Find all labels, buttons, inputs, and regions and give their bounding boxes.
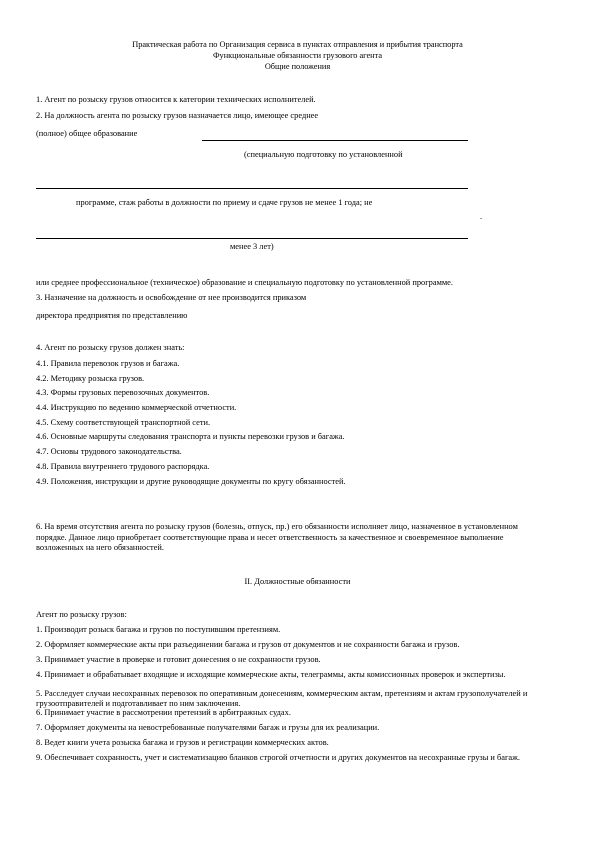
paragraph-2: 2. На должность агента по розыску грузов назначается лицо, имеющее среднее xyxy=(36,111,319,120)
paragraph-2-alternative: или среднее профессиональное (техническое) образование и специальную подготовку по установленной программе. xyxy=(36,278,453,287)
list-item: 9. Обеспечивает сохранность, учет и систематизацию бланков строгой отчетности и других документов на несохранные грузы и багаж. xyxy=(36,752,521,762)
paragraph-6-absence: 6. На время отсутствия агента по розыску грузов (болезнь, отпуск, пр.) его обязанности исполняет лицо, назначенное в установленном порядке. Данное лицо приобретает соответствующие права и несет ответственность за качественное и своевременное выполнение возложенных на него обязанностей. xyxy=(36,522,518,552)
blank-line-2 xyxy=(36,188,468,189)
knowledge-intro: 4. Агент по розыску грузов должен знать: xyxy=(36,343,185,352)
document-title: Практическая работа по Организация сервиса в пунктах отправления и прибытия транспорта xyxy=(132,40,463,49)
list-item: 4.3. Формы грузовых перевозочных документов. xyxy=(36,388,210,398)
section-heading-general: Общие положения xyxy=(264,62,331,71)
list-item: 4.7. Основы трудового законодательства. xyxy=(36,447,182,457)
paragraph-2-training: (специальную подготовку по установленной xyxy=(244,150,403,159)
paragraph-1: 1. Агент по розыску грузов относится к категории технических исполнителей. xyxy=(36,95,316,104)
list-item: 8. Ведет книги учета розыска багажа и грузов и регистрации коммерческих актов. xyxy=(36,737,329,747)
list-item: 4.6. Основные маршруты следования транспорта и пункты перевозки грузов и багажа. xyxy=(36,432,345,442)
list-item: 7. Оформляет документы на невостребованные получателями багаж и грузы для их реализации. xyxy=(36,722,380,732)
list-item: 5. Расследует случаи несохранных перевозок по оперативным донесениям, коммерческим актам, претензиям и актам грузополучателей и грузоотправителей и подготавливает по ним заключения. xyxy=(36,688,528,709)
list-item: 3. Принимает участие в проверке и готовит донесения о не сохранности грузов. xyxy=(36,654,321,664)
document-subtitle: Функциональные обязанности грузового агента xyxy=(213,51,382,60)
paragraph-2-program: программе, стаж работы в должности по приему и сдаче грузов не менее 1 года; не xyxy=(76,198,373,207)
list-item: 4.4. Инструкцию по ведению коммерческой отчетности. xyxy=(36,403,237,413)
paragraph-3-director: директора предприятия по представлению xyxy=(36,311,188,320)
list-item: 4. Принимает и обрабатывает входящие и исходящие коммерческие акты, телеграммы, акты комиссионных проверок и экспертизы. xyxy=(36,669,506,679)
list-item: 4.2. Методику розыска грузов. xyxy=(36,373,145,383)
list-item: 6. Принимает участие в рассмотрении претензий в арбитражных судах. xyxy=(36,707,291,717)
list-item: 4.9. Положения, инструкции и другие руководящие документы по кругу обязанностей. xyxy=(36,476,346,486)
list-item: 4.1. Правила перевозок грузов и багажа. xyxy=(36,359,180,368)
duties-intro: Агент по розыску грузов: xyxy=(36,610,127,619)
list-item: 4.5. Схему соответствующей транспортной сети. xyxy=(36,417,211,427)
paragraph-2-years: менее 3 лет) xyxy=(230,242,274,251)
stray-dot: . xyxy=(480,212,483,221)
duties-list xyxy=(36,625,546,772)
list-item: 1. Производит розыск багажа и грузов по поступившим претензиям. xyxy=(36,625,281,634)
blank-line-3 xyxy=(36,238,468,239)
knowledge-list xyxy=(36,359,346,491)
blank-line-1 xyxy=(202,140,468,141)
list-item: 2. Оформляет коммерческие акты при разъединении багажа и грузов от документов и не сохранности багажа и грузов. xyxy=(36,639,460,649)
paragraph-2-education: (полное) общее образование xyxy=(36,129,138,138)
paragraph-3: 3. Назначение на должность и освобождение от нее производится приказом xyxy=(36,293,307,302)
list-item: 4.8. Правила внутреннего трудового распорядка. xyxy=(36,461,210,471)
section-heading-duties: II. Должностные обязанности xyxy=(244,577,351,586)
